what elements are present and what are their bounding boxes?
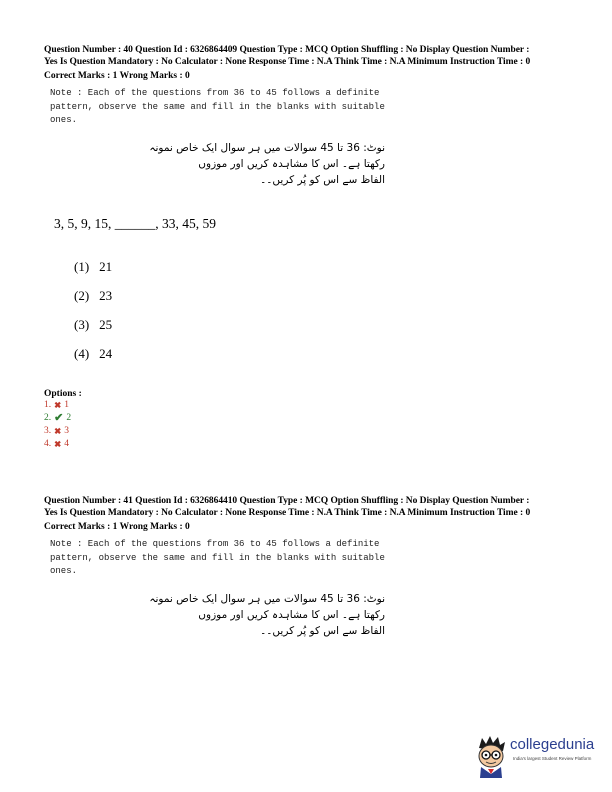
- choice-item: [74, 317, 544, 346]
- choice-number: (4): [74, 345, 90, 361]
- question-note: Note : Each of the questions from 36 to 45 follows a definite pattern, observe the same and fill in the blanks with suitable ones.: [50, 539, 385, 576]
- urdu-line: نوٹ: 36 تا 45 سوالات میں ہر سوال ایک خاص نمونہ: [149, 592, 385, 605]
- choice-number: (1): [74, 258, 90, 274]
- option-value: 1: [64, 399, 69, 410]
- choice-item: [74, 346, 544, 375]
- option-number: 1.: [44, 399, 52, 410]
- choice-item: [74, 259, 544, 288]
- choices-list: [74, 259, 544, 375]
- option-item: [44, 412, 544, 425]
- cross-icon: ✖: [54, 438, 62, 449]
- choice-value: 23: [99, 287, 113, 303]
- question-41: [44, 495, 544, 639]
- urdu-line: الفاظ سے اس کو پُر کریں۔۔: [260, 624, 385, 637]
- option-item: [44, 438, 544, 451]
- option-number: 2.: [44, 412, 52, 423]
- choice-value: 24: [99, 345, 113, 361]
- urdu-line: نوٹ: 36 تا 45 سوالات میں ہر سوال ایک خاص نمونہ: [149, 141, 385, 154]
- option-value: 4: [64, 438, 69, 449]
- question-note: Note : Each of the questions from 36 to 45 follows a definite pattern, observe the same and fill in the blanks with suitable ones.: [50, 88, 385, 125]
- choice-value: 21: [99, 258, 113, 274]
- cross-icon: ✖: [54, 399, 62, 410]
- question-40: [44, 44, 544, 451]
- mascot-icon: [473, 734, 509, 778]
- logo-tagline: India's largest Student Review Platform: [513, 756, 592, 761]
- collegedunia-logo: [473, 734, 598, 780]
- urdu-line: رکھتا ہے۔ اس کا مشاہدہ کریں اور موزوں: [198, 608, 385, 621]
- question-meta: Question Number : 40 Question Id : 6326864409 Question Type : MCQ Option Shuffling : No Display Question Number : Yes Is Question Mandatory : No Calculator : None Response Time : N.A Think Time : N.A Minimum Instruction Time : 0: [44, 45, 531, 67]
- urdu-instruction: [60, 140, 385, 188]
- question-marks: Correct Marks : 1 Wrong Marks : 0: [44, 522, 190, 532]
- question-meta: Question Number : 41 Question Id : 6326864410 Question Type : MCQ Option Shuffling : No Display Question Number : Yes Is Question Mandatory : No Calculator : None Response Time : N.A Think Time : N.A Minimum Instruction Time : 0: [44, 496, 531, 518]
- option-value: 3: [64, 425, 69, 436]
- choice-number: (3): [74, 316, 90, 332]
- urdu-instruction: [60, 591, 385, 639]
- options-list: [44, 399, 544, 451]
- cross-icon: ✖: [54, 425, 62, 436]
- urdu-line: رکھتا ہے۔ اس کا مشاہدہ کریں اور موزوں: [198, 157, 385, 170]
- option-number: 4.: [44, 438, 52, 449]
- choice-number: (2): [74, 287, 90, 303]
- question-marks: Correct Marks : 1 Wrong Marks : 0: [44, 71, 190, 81]
- urdu-line: الفاظ سے اس کو پُر کریں۔۔: [260, 173, 385, 186]
- logo-wordmark: collegedunia: [510, 736, 595, 753]
- check-icon: ✔: [54, 411, 64, 424]
- option-value: 2: [66, 412, 72, 423]
- options-label: Options :: [44, 388, 82, 399]
- choice-value: 25: [99, 316, 113, 332]
- option-number: 3.: [44, 425, 52, 436]
- choice-item: [74, 288, 544, 317]
- number-series: 3, 5, 9, 15, ______, 33, 45, 59: [54, 215, 216, 231]
- option-item: [44, 425, 544, 438]
- option-item: [44, 399, 544, 412]
